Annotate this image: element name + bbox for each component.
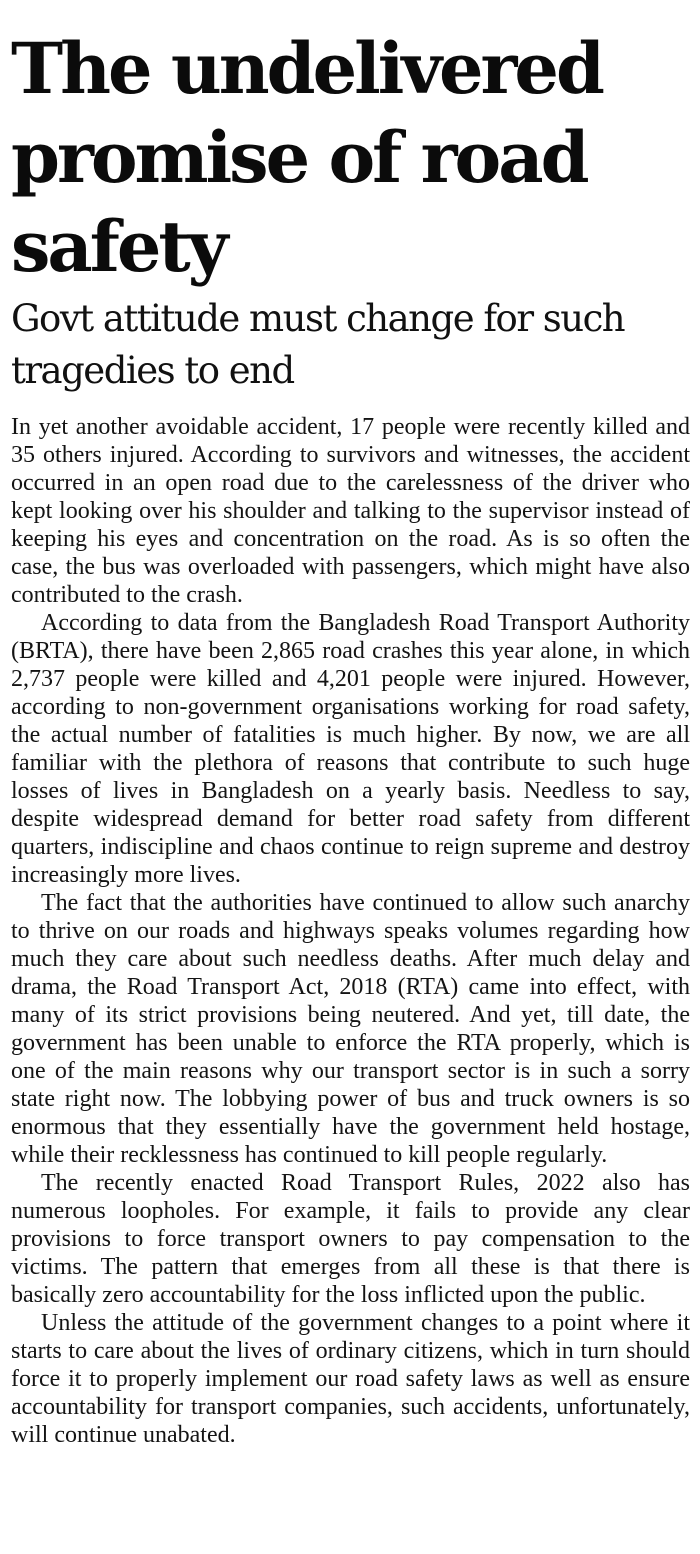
article-paragraph: According to data from the Bangladesh Road Transport Authority (BRTA), there have been 2,865 road crashes this year alone, in which 2,737 people were killed and 4,201 people were injured. However, according to non-government organisations working for road safety, the actual number of fatalities is much higher. By now, we are all familiar with the plethora of reasons that contribute to such huge losses of lives in Bangladesh on a yearly basis. Needless to say, despite widespread demand for better road safety from different quarters, indiscipline and chaos continue to reign supreme and destroy increasingly more lives. xyxy=(11,610,690,888)
headline: The undelivered promise of road safety xyxy=(11,27,602,288)
subheadline: Govt attitude must change for such tragedies to end xyxy=(11,297,625,392)
article-paragraph: The fact that the authorities have continued to allow such anarchy to thrive on our roads and highways speaks volumes regarding how much they care about such needless deaths. After much delay and drama, the Road Transport Act, 2018 (RTA) came into effect, with many of its strict provisions being neutered. And yet, till date, the government has been unable to enforce the RTA properly, which is one of the main reasons why our transport sector is in such a sorry state right now. The lobbying power of bus and truck owners is so enormous that they essentially have the government held hostage, while their recklessness has continued to kill people regularly. xyxy=(11,890,690,1168)
article-paragraph: Unless the attitude of the government changes to a point where it starts to care about the lives of ordinary citizens, which in turn should force it to properly implement our road safety laws as well as ensure accountability for transport companies, such accidents, unfortunately, will continue unabated. xyxy=(11,1310,690,1448)
article-paragraph: The recently enacted Road Transport Rules, 2022 also has numerous loopholes. For example, it fails to provide any clear provisions to force transport owners to pay compensation to the victims. The pattern that emerges from all these is that there is basically zero accountability for the loss inflicted upon the public. xyxy=(11,1170,690,1308)
article-body xyxy=(11,413,690,1449)
article-paragraph: In yet another avoidable accident, 17 people were recently killed and 35 others injured. According to survivors and witnesses, the accident occurred in an open road due to the carelessness of the driver who kept looking over his shoulder and talking to the supervisor instead of keeping his eyes and concentration on the road. As is so often the case, the bus was overloaded with passengers, which might have also contributed to the crash. xyxy=(11,414,690,608)
